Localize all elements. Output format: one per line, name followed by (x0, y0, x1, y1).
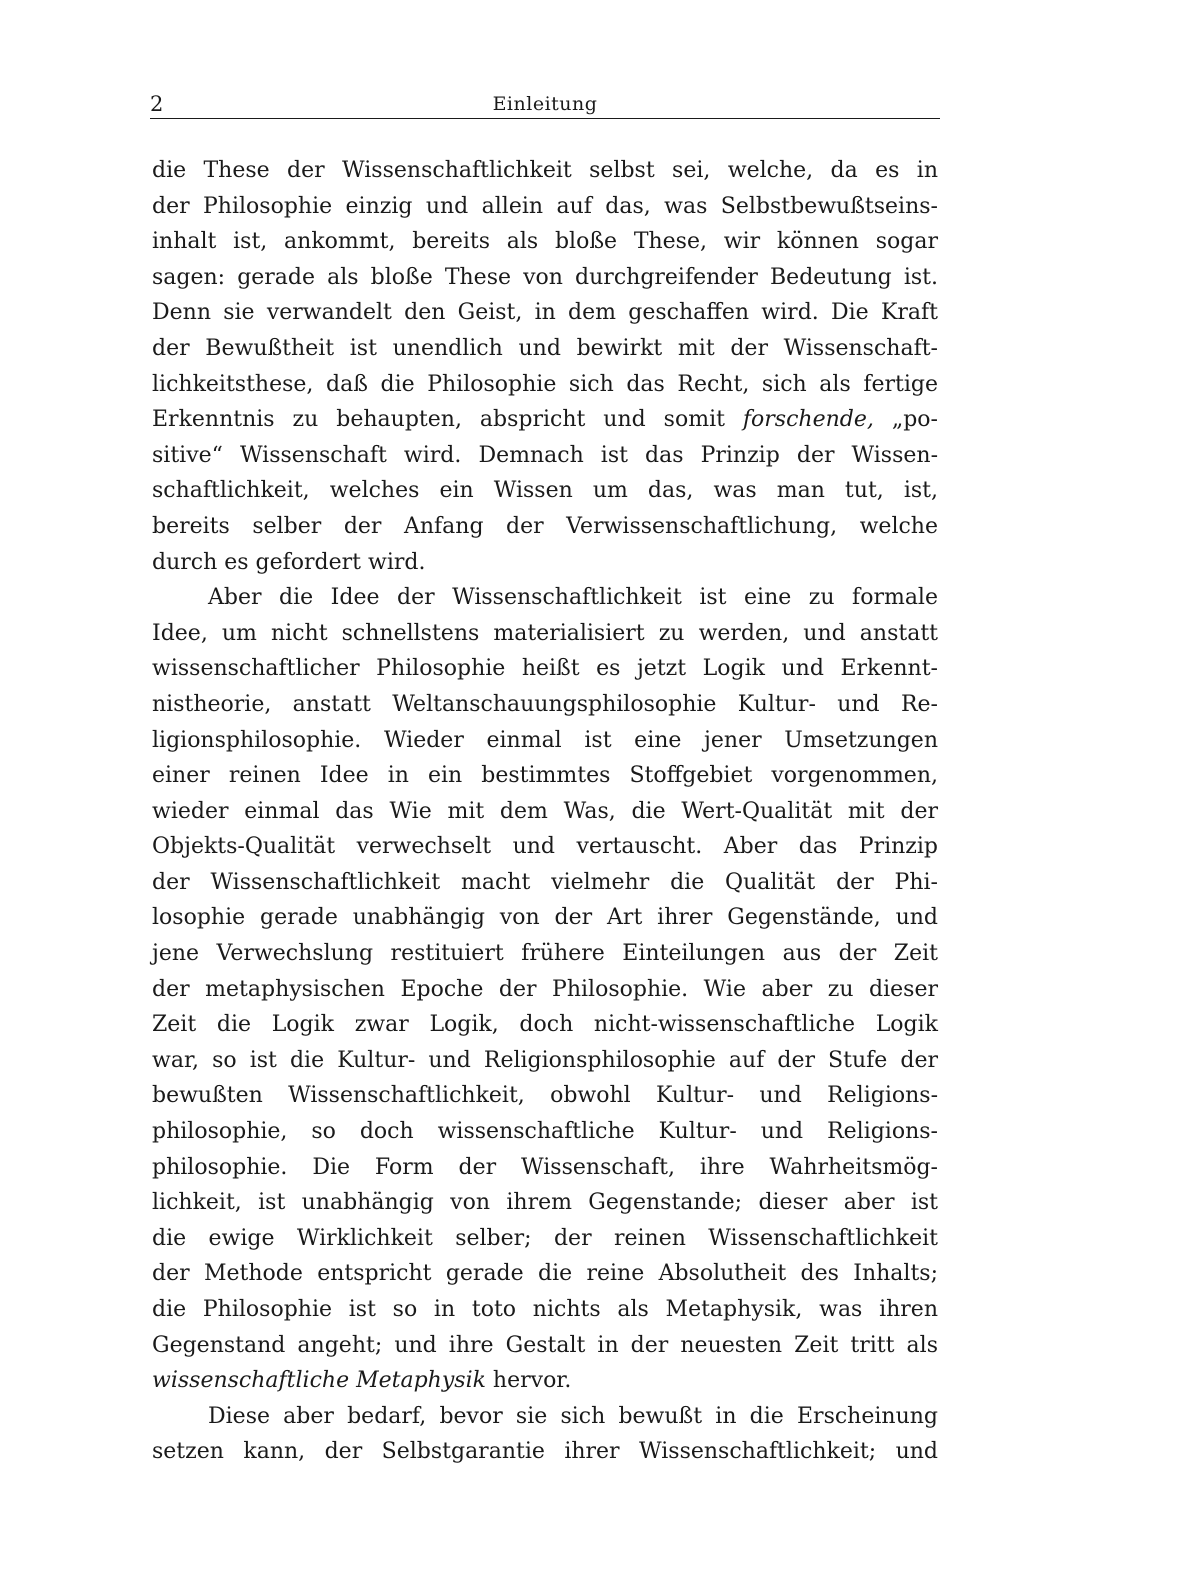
text-line: Denn sie verwandelt den Geist, in dem geschaffen wird. Die Kraft (152, 300, 938, 326)
text-line: lichkeit, ist unabhängig von ihrem Gegenstande; dieser aber ist (152, 1190, 938, 1216)
text-line: bereits selber der Anfang der Verwissenschaftlichung, welche (152, 513, 938, 539)
text-line-with-emphasis: wissenschaftliche Metaphysik hervor. (152, 1368, 572, 1394)
text-line: Zeit die Logik zwar Logik, doch nicht-wissenschaftliche Logik (152, 1012, 938, 1038)
text-line: schaftlichkeit, welches ein Wissen um das, was man tut, ist, (152, 478, 938, 504)
body-text (152, 153, 938, 1470)
text-line: der Wissenschaftlichkeit macht vielmehr die Qualität der Phi- (152, 869, 938, 895)
text-line: einer reinen Idee in ein bestimmtes Stoffgebiet vorgenommen, (152, 763, 938, 789)
text-line: wissenschaftlicher Philosophie heißt es jetzt Logik und Erkennt- (152, 656, 938, 682)
text-line: philosophie, so doch wissenschaftliche Kultur- und Religions- (152, 1119, 938, 1145)
text-line: nistheorie, anstatt Weltanschauungsphilosophie Kultur- und Re- (152, 691, 938, 717)
text-line: setzen kann, der Selbstgarantie ihrer Wissenschaftlichkeit; und (152, 1439, 938, 1465)
text-line: bewußten Wissenschaftlichkeit, obwohl Kultur- und Religions- (152, 1083, 938, 1109)
text-line: Aber die Idee der Wissenschaftlichkeit ist eine zu formale (208, 585, 938, 611)
text-line: die These der Wissenschaftlichkeit selbst sei, welche, da es in (152, 158, 938, 183)
text-line: der Philosophie einzig und allein auf das, was Selbstbewußtseins- (152, 193, 938, 219)
text-line: jene Verwechslung restituiert frühere Einteilungen aus der Zeit (152, 941, 938, 967)
page-number: 2 (150, 92, 164, 116)
text-line: Objekts-Qualität verwechselt und vertauscht. Aber das Prinzip (152, 834, 938, 860)
italic-emphasis: forschende, (742, 407, 874, 433)
text-line: lichkeitsthese, daß die Philosophie sich das Recht, sich als fertige (152, 371, 938, 397)
text-line: inhalt ist, ankommt, bereits als bloße These, wir können sogar (152, 229, 938, 255)
text-line: sagen: gerade als bloße These von durchgreifender Bedeutung ist. (152, 264, 938, 290)
text-line: die Philosophie ist so in toto nichts als Metaphysik, was ihren (152, 1297, 938, 1322)
text-line: durch es gefordert wird. (152, 549, 426, 575)
text-line: Diese aber bedarf, bevor sie sich bewußt in die Erscheinung (208, 1403, 938, 1429)
text-line: ligionsphilosophie. Wieder einmal ist eine jener Umsetzungen (152, 727, 938, 753)
text-line: die ewige Wirklichkeit selber; der reinen Wissenschaftlichkeit (152, 1225, 938, 1251)
text-line: war, so ist die Kultur- und Religionsphilosophie auf der Stufe der (152, 1047, 938, 1073)
text-line: losophie gerade unabhängig von der Art ihrer Gegenstände, und (152, 905, 938, 931)
text-line: philosophie. Die Form der Wissenschaft, ihre Wahrheitsmög- (152, 1154, 938, 1180)
text-line: Gegenstand angeht; und ihre Gestalt in der neuesten Zeit tritt als (152, 1332, 938, 1358)
text-line: Idee, um nicht schnellstens materialisiert zu werden, und anstatt (152, 620, 938, 646)
text-line-with-emphasis: Erkenntnis zu behaupten, abspricht und somit forschende, „po- (152, 407, 938, 433)
italic-emphasis: wissenschaftliche Metaphysik (152, 1368, 486, 1394)
running-title: Einleitung (492, 93, 598, 115)
text-line: der metaphysischen Epoche der Philosophie. Wie aber zu dieser (152, 976, 938, 1002)
text-line: sitive“ Wissenschaft wird. Demnach ist das Prinzip der Wissen- (152, 442, 938, 468)
running-head (150, 88, 940, 119)
text-line: der Methode entspricht gerade die reine Absolutheit des Inhalts; (152, 1261, 938, 1287)
text-line: der Bewußtheit ist unendlich und bewirkt mit der Wissenschaft- (152, 335, 938, 361)
text-line: wieder einmal das Wie mit dem Was, die Wert-Qualität mit der (152, 798, 938, 824)
